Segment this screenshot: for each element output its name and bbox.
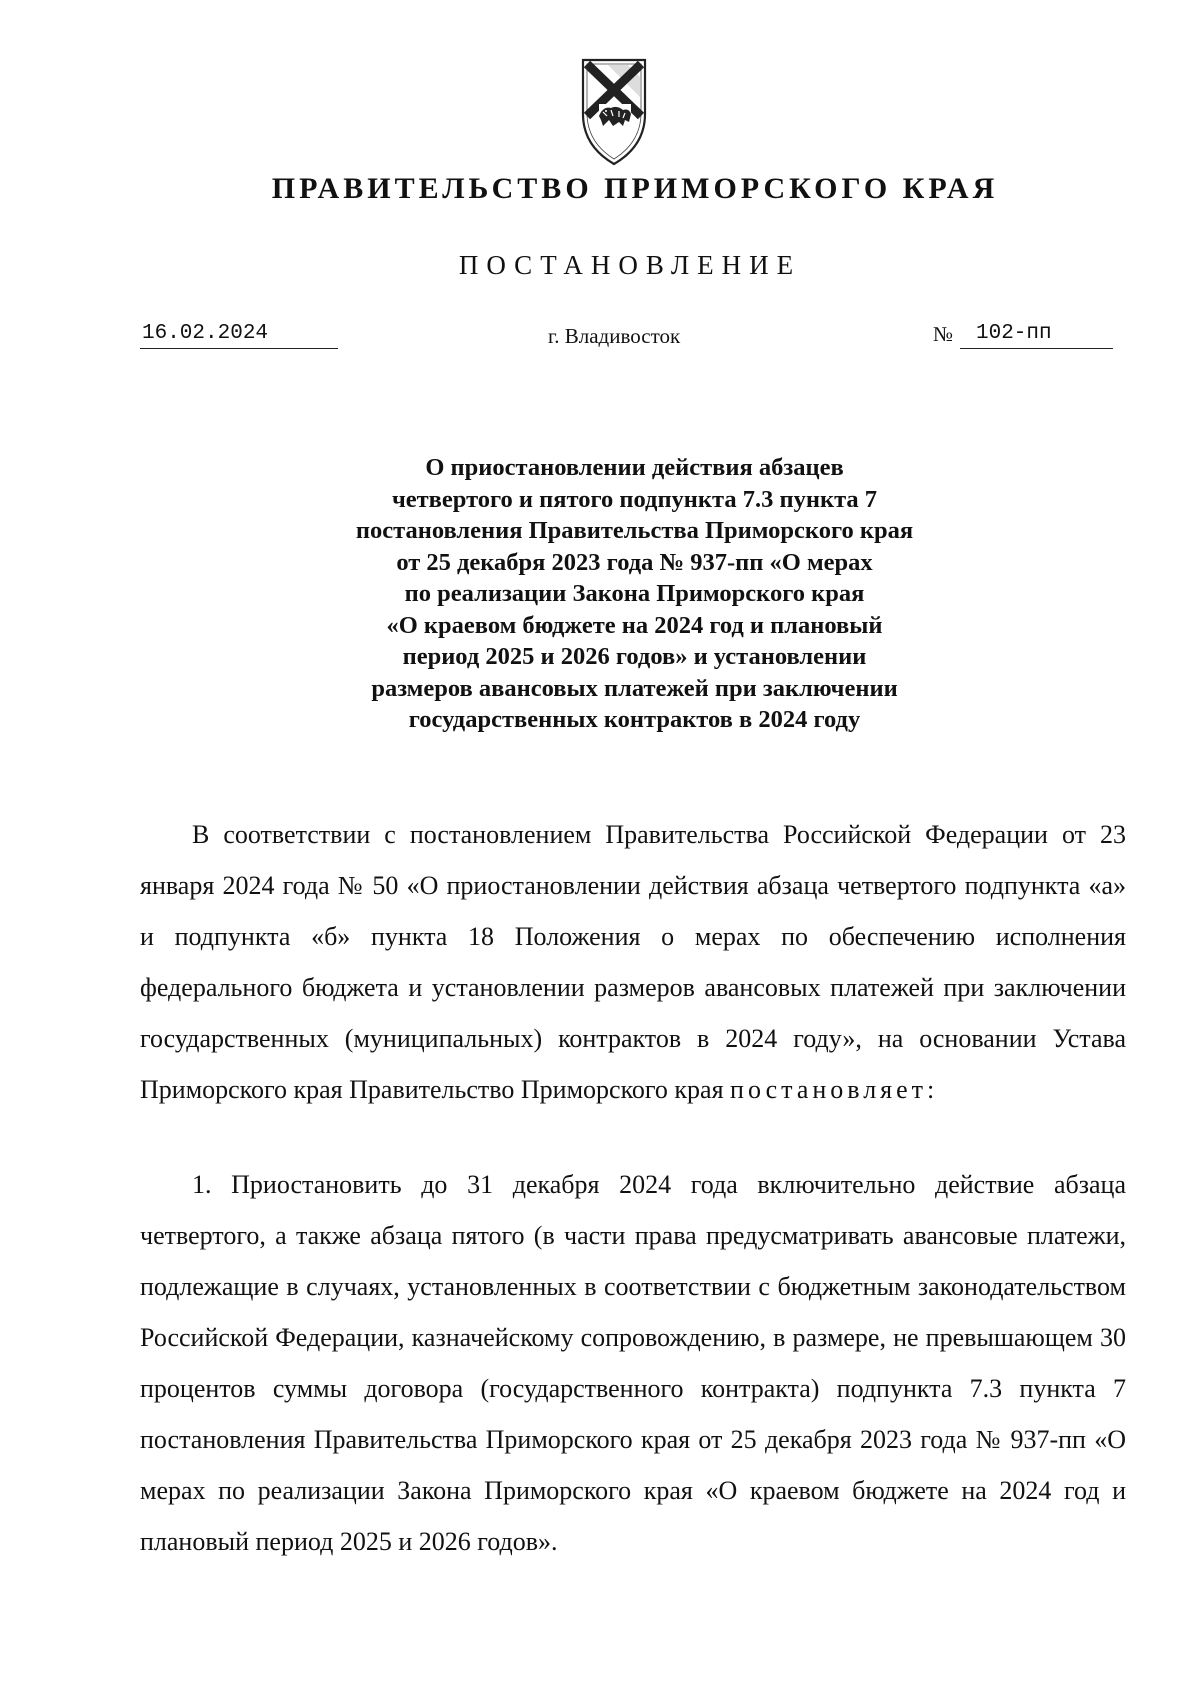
heading-line: от 25 декабря 2023 года № 937-пп «О мерах (396, 548, 873, 576)
coat-of-arms-emblem (577, 56, 651, 168)
preamble-text: В соответствии с постановлением Правительства Российской Федерации от 23 января 2024 года № 50 «О приостановлении действия абзаца четвертого подпункта «а» и подпункта «б» пункта 18 Положения о мерах по обеспечению исполнения федерального бюджета и установлении размеров авансовых платежей при заключении государственных (муниципальных) контрактов в 2024 году», на основании Устава Приморского края Правительство Приморского края (140, 820, 1126, 1104)
heading-line: четвертого и пятого подпункта 7.3 пункта 7 (391, 485, 878, 513)
heading-line: размеров авансовых платежей при заключении (371, 674, 898, 702)
heading-line: О приостановлении действия абзацев (425, 454, 844, 481)
heading-line: государственных контрактов в 2024 году (408, 706, 861, 733)
document-heading (300, 452, 969, 736)
heading-line: «О краевом бюджете на 2024 год и плановый (386, 611, 883, 639)
heading-line: по реализации Закона Приморского края (404, 580, 865, 607)
number-label: № (933, 322, 954, 346)
heading-line: период 2025 и 2026 годов» и установлении (402, 643, 867, 670)
document-city: г. Владивосток (548, 324, 681, 348)
government-title: ПРАВИТЕЛЬСТВО ПРИМОРСКОГО КРАЯ (271, 172, 999, 205)
document-date: 16.02.2024 (140, 320, 338, 349)
item-1-paragraph: 1. Приостановить до 31 декабря 2024 года включительно действие абзаца четвертого, а также абзаца пятого (в части права предусматривать авансовые платежи, подлежащие в случаях, установленных в соответствии с бюджетным законодательством Российской Федерации, казначейскому сопровождению, в размере, не превышающем 30 процентов суммы договора (государственного контракта) подпункта 7.3 пункта 7 постановления Правительства Приморского края от 25 декабря 2023 года № 937-пп «О мерах по реализации Закона Приморского края «О краевом бюджете на 2024 год и плановый период 2025 и 2026 годов». (140, 1170, 1126, 1556)
document-type: ПОСТАНОВЛЕНИЕ (458, 250, 802, 280)
document-number: 102-пп (960, 320, 1113, 349)
heading-line: постановления Правительства Приморского края (355, 517, 914, 544)
preamble-paragraph (140, 809, 1126, 1115)
decree-word: постановляет: (730, 1075, 939, 1104)
